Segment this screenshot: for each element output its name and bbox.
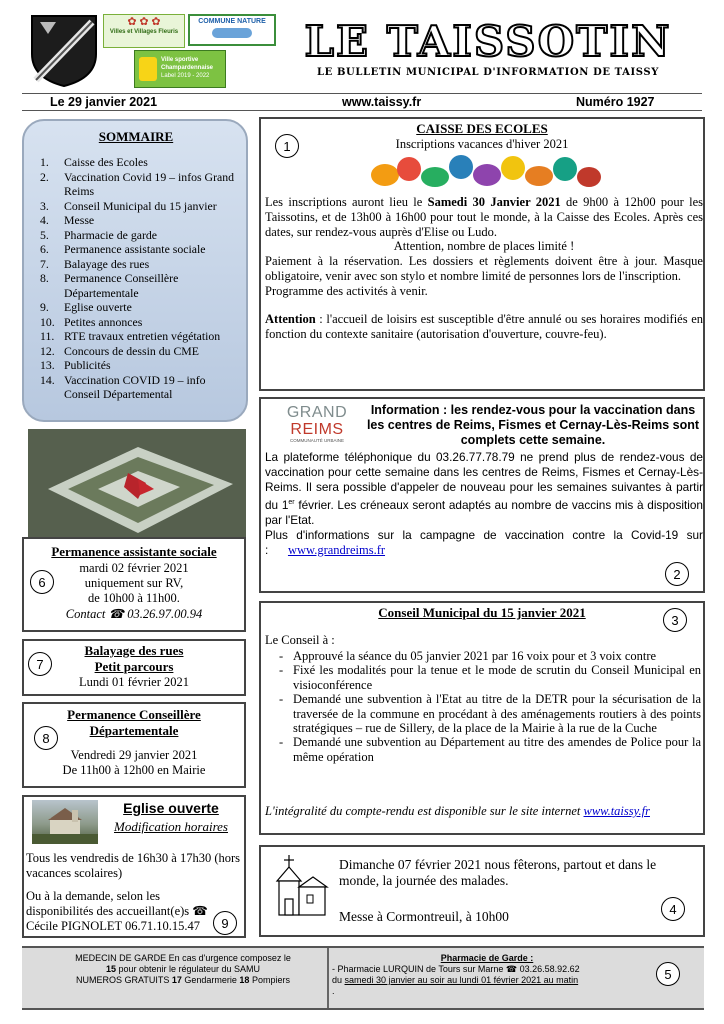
s9-contact: Ou à la demande, selon les disponibilités des accueillant(e)s ☎ Cécile PIGNOLET 06.71.10.15.47 bbox=[26, 889, 208, 933]
sommaire-item bbox=[34, 315, 238, 330]
sommaire-panel bbox=[22, 119, 248, 422]
sommaire-item-number: 3. bbox=[40, 198, 49, 213]
logo-villes-fleuris: ✿ ✿ ✿ Villes et Villages Fleuris bbox=[103, 14, 185, 48]
sommaire-item-label: Vaccination COVID 19 – info Conseil Départemental bbox=[64, 372, 206, 401]
sommaire-item-label: Vaccination Covid 19 – infos Grand Reims bbox=[64, 169, 235, 198]
sommaire-list bbox=[34, 155, 238, 402]
section-vaccination bbox=[259, 397, 705, 593]
sommaire-item-number: 12. bbox=[40, 343, 55, 358]
s4-paragraph-1: Dimanche 07 février 2021 nous fêterons, partout et dans le monde, la journée des malades. bbox=[339, 857, 657, 888]
sommaire-item bbox=[34, 329, 238, 344]
sommaire-item bbox=[34, 257, 238, 272]
s1-paragraph-1: Les inscriptions auront lieu le Samedi 30 Janvier 2021 de 9h00 à 12h00 pour les Taissotins, et de 13h00 à 16h00 pour tout le monde, à la Caisse des Ecoles. Après ces dates, sur rendez-vous auprès d'Elise ou Ludo. bbox=[265, 195, 703, 239]
footer-divider bbox=[327, 948, 329, 1008]
sommaire-item-number: 4. bbox=[40, 213, 49, 227]
sommaire-item bbox=[34, 344, 238, 359]
sommaire-item-label: Caisse des Ecoles bbox=[64, 155, 148, 169]
emergency-info: MEDECIN DE GARDE En cas d'urgence composez le 15 pour obtenir le régulateur du SAMU NUMEROS GRATUITS 17 Gendarmerie 18 Pompiers bbox=[75, 953, 291, 985]
pharmacie-garde: Pharmacie de Garde : - Pharmacie LURQUIN de Tours sur Marne ☎ 03.26.58.92.62 du samedi 30 janvier au soir au lundi 01 février 2021 au matin . bbox=[332, 953, 642, 997]
section-6-title: Permanence assistante sociale bbox=[51, 544, 217, 559]
s3-decision-item: - Fixé les modalités pour la tenue et le mode de scrutin du Conseil Municipal en visioconférence bbox=[265, 663, 701, 692]
section-number-2: 2 bbox=[665, 562, 689, 586]
sommaire-item-number: 14. bbox=[40, 372, 55, 387]
town-crest bbox=[30, 14, 98, 88]
masthead-title: LE TAISSOTIN bbox=[304, 17, 672, 66]
sommaire-item-label: RTE travaux entretien végétation bbox=[64, 329, 221, 343]
sommaire-item-label: Conseil Municipal du 15 janvier bbox=[64, 198, 217, 213]
section-caisse-ecoles bbox=[259, 117, 705, 391]
s1-paragraph-3: Paiement à la réservation. Les dossiers et règlements doivent être à jour. Masque obligatoire, venir avec son stylo et nombre limité de personnes lors de l'inscription. bbox=[265, 254, 703, 283]
flag-garden-photo bbox=[28, 429, 246, 537]
sommaire-item-number: 13. bbox=[40, 358, 55, 372]
sommaire-item-label: Pharmacie de garde bbox=[64, 227, 158, 242]
s6-hours: de 10h00 à 11h00. bbox=[88, 591, 180, 605]
church-drawing bbox=[269, 853, 329, 919]
s3-footer: L'intégralité du compte-rendu est disponible sur le site internet www.taissy.fr bbox=[265, 804, 650, 818]
masthead-subtitle: LE BULLETIN MUNICIPAL D'INFORMATION DE TAISSY bbox=[317, 67, 659, 78]
section-number-7: 7 bbox=[28, 652, 52, 676]
s9-schedule: Tous les vendredis de 16h30 à 17h30 (hors vacances scolaires) bbox=[26, 851, 241, 880]
pharmacie-name: - Pharmacie LURQUIN de Tours sur Marne ☎ 03.26.58.92.62 bbox=[332, 964, 580, 974]
section-number-5: 5 bbox=[656, 962, 680, 986]
pharmacie-title: Pharmacie de Garde : bbox=[440, 953, 534, 963]
s7-date: Lundi 01 février 2021 bbox=[78, 675, 190, 689]
church-photo bbox=[32, 800, 98, 844]
section-3-title: Conseil Municipal du 15 janvier 2021 bbox=[378, 605, 586, 620]
section-8-subtitle: Départementale bbox=[89, 723, 179, 738]
section-9-title: Eglise ouverte bbox=[123, 800, 219, 816]
section-eglise bbox=[22, 795, 246, 938]
sommaire-item bbox=[34, 271, 238, 300]
sommaire-item-number: 5. bbox=[40, 227, 49, 242]
pharmacie-dates: du samedi 30 janvier au soir au lundi 01 février 2021 au matin bbox=[332, 975, 579, 985]
sommaire-item-label: Messe bbox=[64, 213, 95, 227]
sommaire-item-label: Permanence Conseillère Départementale bbox=[64, 271, 179, 300]
s3-decisions-list bbox=[265, 649, 701, 764]
section-conseil-municipal bbox=[259, 601, 705, 835]
sommaire-item bbox=[34, 155, 238, 170]
painted-hands-image bbox=[365, 153, 605, 191]
section-8-title: Permanence Conseillère bbox=[67, 707, 201, 722]
section-messe bbox=[259, 845, 705, 937]
s3-decision-item: - Approuvé la séance du 05 janvier 2021 par 16 voix pour et 3 voix contre bbox=[265, 649, 701, 663]
s8-hours: De 11h00 à 12h00 en Mairie bbox=[62, 763, 206, 777]
sommaire-item bbox=[34, 358, 238, 373]
sommaire-item-number: 1. bbox=[40, 155, 49, 169]
s1-attention-places: Attention, nombre de places limité ! bbox=[393, 239, 575, 254]
section-number-1: 1 bbox=[275, 134, 299, 158]
sommaire-item bbox=[34, 170, 238, 199]
s3-intro: Le Conseil à : bbox=[265, 633, 335, 647]
s8-date: Vendredi 29 janvier 2021 bbox=[70, 748, 198, 762]
section-number-3: 3 bbox=[663, 608, 687, 632]
section-balayage bbox=[22, 639, 246, 696]
sommaire-item bbox=[34, 373, 238, 402]
sommaire-item-label: Balayage des rues bbox=[64, 256, 150, 271]
section-number-4: 4 bbox=[661, 897, 685, 921]
sommaire-item bbox=[34, 242, 238, 257]
taissy-link[interactable]: www.taissy.fr bbox=[583, 804, 650, 818]
website-link[interactable]: www.taissy.fr bbox=[342, 95, 422, 109]
sommaire-item-number: 6. bbox=[40, 242, 49, 256]
sommaire-item-number: 2. bbox=[40, 169, 49, 184]
header-bar bbox=[22, 93, 702, 111]
grand-reims-logo: GRAND REIMS COMMUNAUTÉ URBAINE bbox=[286, 404, 348, 443]
sommaire-item bbox=[34, 228, 238, 243]
s1-paragraph-4: Programme des activités à venir. bbox=[265, 283, 428, 298]
sommaire-item-label: Publicités bbox=[64, 358, 111, 372]
sommaire-item-label: Concours de dessin du CME bbox=[64, 343, 200, 358]
section-number-8: 8 bbox=[34, 726, 58, 750]
sommaire-item-label: Eglise ouverte bbox=[64, 300, 132, 314]
sommaire-item bbox=[34, 199, 238, 214]
logo-ville-sportive: Ville sportive Champardennaise Label 2019 - 2022 bbox=[134, 50, 226, 88]
s6-info: uniquement sur RV, bbox=[84, 576, 184, 590]
s6-date: mardi 02 février 2021 bbox=[79, 561, 189, 575]
issue-number: Numéro 1927 bbox=[576, 95, 655, 109]
sommaire-title: SOMMAIRE bbox=[98, 129, 174, 144]
s1-paragraph-5: Attention : l'accueil de loisirs est susceptible d'être annulé ou ses horaires modifiés en fonction du contexte sanitaire (autorisation d'ouverture, couvre-feu). bbox=[265, 312, 703, 341]
sommaire-item-label: Permanence assistante sociale bbox=[64, 242, 206, 256]
section-number-6: 6 bbox=[30, 570, 54, 594]
section-7-title: Balayage des rues bbox=[84, 643, 184, 658]
sommaire-item bbox=[34, 300, 238, 315]
section-9-subtitle: Modification horaires bbox=[114, 819, 228, 834]
s3-decision-item: - Demandé une subvention au Département au titre des amendes de Police pour la même opération bbox=[265, 735, 701, 764]
s3-decision-item: - Demandé une subvention à l'Etat au titre de la DETR pour la sécurisation de la traversée de la commune en procédant à des aménagements routiers à des points stratégiques – rue de Sillery, de la place de la Mairie à la rue de la Cuche bbox=[265, 692, 701, 735]
grandreims-link[interactable]: www.grandreims.fr bbox=[287, 542, 386, 557]
section-7-subtitle: Petit parcours bbox=[94, 659, 174, 674]
sommaire-item-number: 8. bbox=[40, 271, 49, 285]
sommaire-item-label: Petites annonces bbox=[64, 314, 143, 329]
s2-paragraph-1: La plateforme téléphonique du 03.26.77.78.79 ne prend plus de rendez-vous de vaccination pour cette semaine dans les centres de Reims, Fismes et Cernay-Lès-Reims. Il sera possible d'appeler de nouveau pour les semaines suivantes à partir du 1er février. Les créneaux seront adaptés au nombre de vaccins mis à disposition par l'Etat. bbox=[265, 450, 703, 527]
section-2-title: Information : les rendez-vous pour la vaccination dans les centres de Reims, Fismes et Cernay-Lès-Reims sont complets cette semaine. bbox=[366, 403, 700, 447]
s2-paragraph-2: Plus d'informations sur la campagne de vaccination contre la Covid-19 sur : www.grandreims.fr bbox=[265, 527, 703, 557]
section-number-9: 9 bbox=[213, 911, 237, 935]
section-1-title: CAISSE DES ECOLES bbox=[416, 121, 548, 136]
s6-contact: Contact ☎ 03.26.97.00.94 bbox=[65, 607, 203, 621]
s4-paragraph-2: Messe à Cormontreuil, à 10h00 bbox=[339, 909, 509, 924]
section-1-subtitle: Inscriptions vacances d'hiver 2021 bbox=[395, 137, 569, 151]
logo-commune-nature: COMMUNE NATURE bbox=[188, 14, 276, 46]
sommaire-item-number: 11. bbox=[40, 329, 55, 343]
sommaire-item-number: 7. bbox=[40, 256, 49, 271]
sommaire-item-number: 9. bbox=[40, 300, 49, 314]
footer-bar bbox=[22, 946, 704, 1010]
issue-date: Le 29 janvier 2021 bbox=[50, 95, 158, 109]
sommaire-item bbox=[34, 213, 238, 228]
sommaire-item-number: 10. bbox=[40, 314, 55, 329]
section-assistante-sociale bbox=[22, 537, 246, 632]
